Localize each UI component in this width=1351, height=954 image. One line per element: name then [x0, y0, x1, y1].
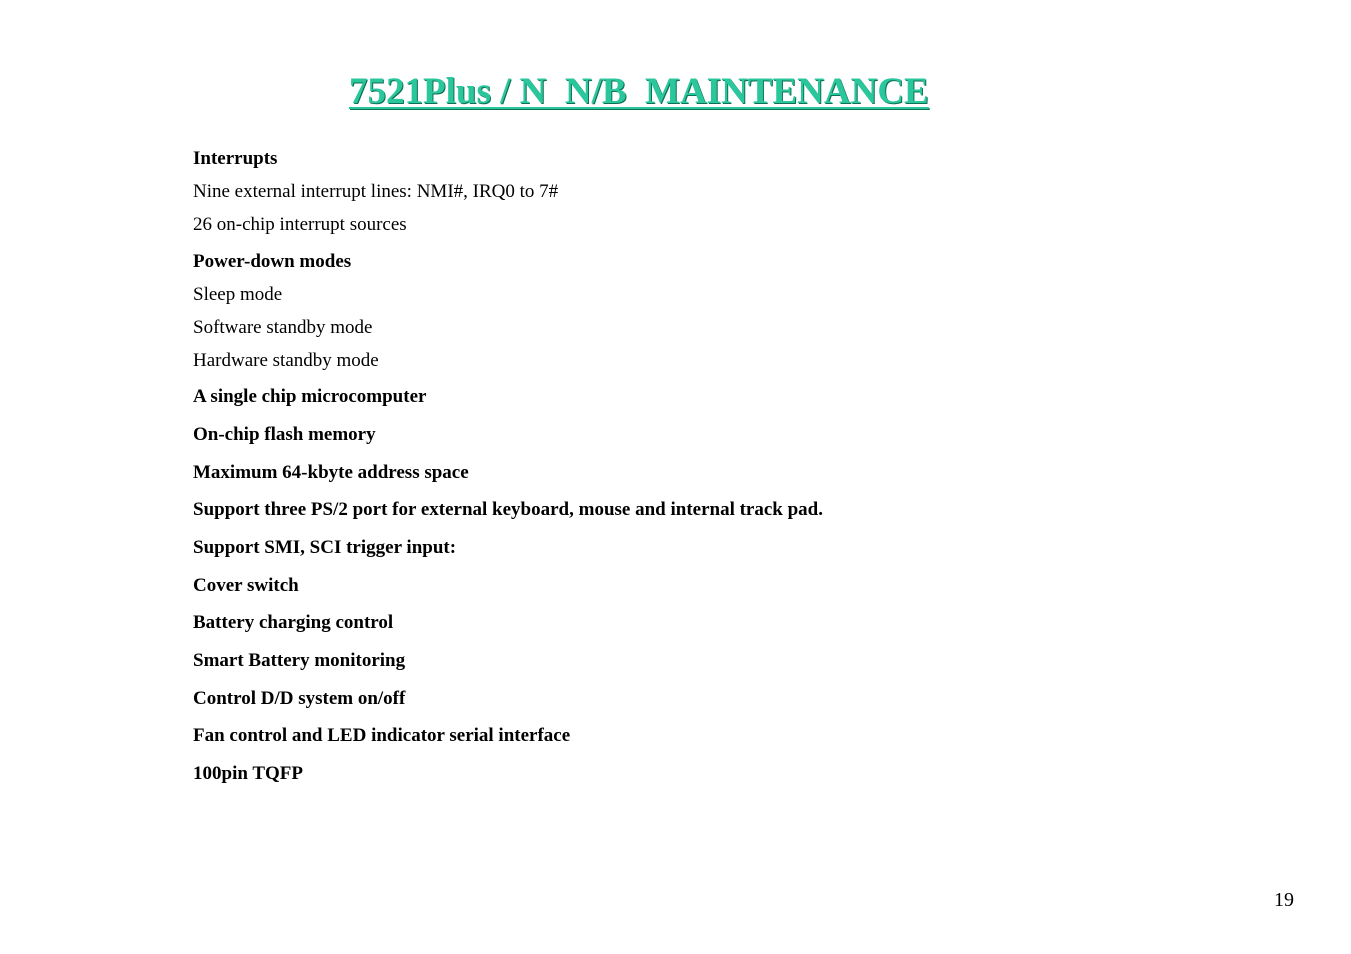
feature-line: Battery charging control — [193, 612, 394, 633]
heading-power-down-modes: Power-down modes — [193, 251, 352, 272]
list-item: Nine external interrupt lines: NMI#, IRQ0 to 7# — [193, 181, 559, 202]
page-number: 19 — [1274, 889, 1294, 911]
feature-line: Support SMI, SCI trigger input: — [193, 537, 457, 558]
feature-line: Support three PS/2 port for external keyboard, mouse and internal track pad. — [193, 499, 823, 520]
feature-line: On-chip flash memory — [193, 424, 376, 445]
list-item: 26 on-chip interrupt sources — [193, 214, 407, 235]
page-title: 7521Plus / N N/B MAINTENANCE — [349, 71, 929, 112]
feature-line: Smart Battery monitoring — [193, 650, 406, 671]
feature-line: 100pin TQFP — [193, 763, 303, 784]
list-item: Hardware standby mode — [193, 350, 379, 371]
feature-line: Cover switch — [193, 575, 299, 596]
list-item: Software standby mode — [193, 317, 373, 338]
heading-interrupts: Interrupts — [193, 148, 278, 169]
feature-line: Fan control and LED indicator serial interface — [193, 725, 571, 746]
list-item: Sleep mode — [193, 284, 283, 305]
feature-line: Control D/D system on/off — [193, 688, 406, 709]
feature-line: A single chip microcomputer — [193, 386, 427, 407]
feature-line: Maximum 64-kbyte address space — [193, 462, 469, 483]
